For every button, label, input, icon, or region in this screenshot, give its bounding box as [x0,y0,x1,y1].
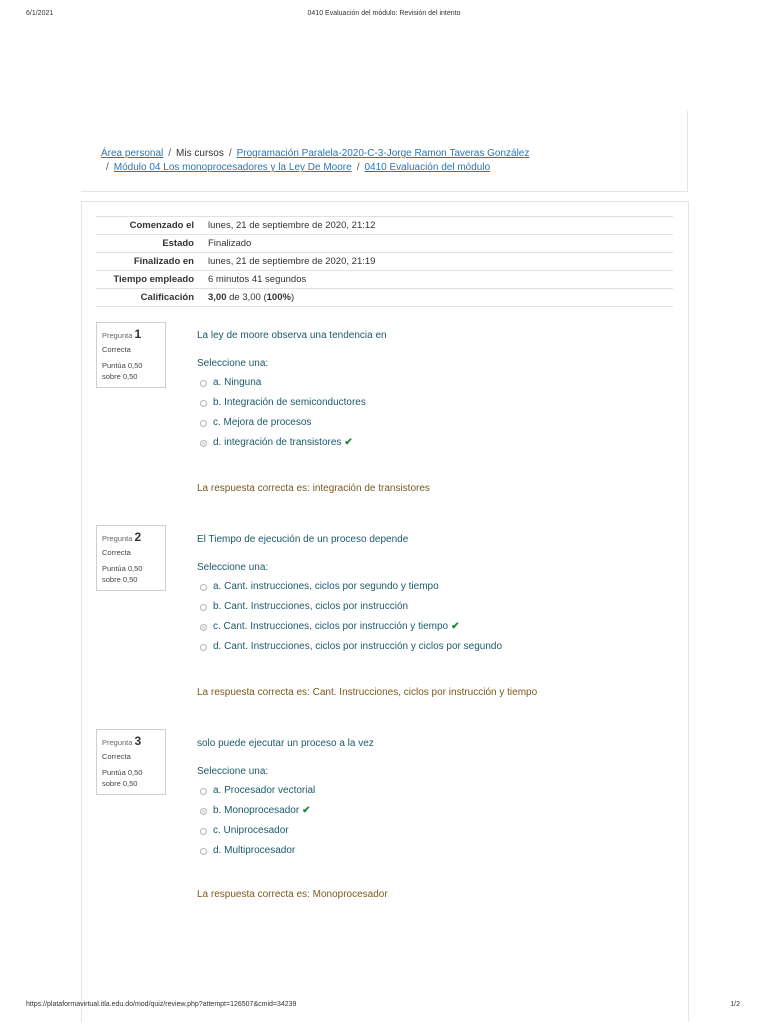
radio-button[interactable] [200,828,207,835]
question-number-value: 2 [134,530,142,544]
check-icon: ✔ [302,805,311,816]
summary-value-grade [204,289,673,307]
check-icon: ✔ [344,437,353,448]
option-label: d. Cant. Instrucciones, ciclos por instrucción y ciclos por segundo [213,641,503,652]
question-info-2 [96,525,166,591]
question-number [102,734,160,748]
question-grade: Puntúa 0,50 sobre 0,50 [102,361,143,381]
summary-row [96,217,673,235]
radio-button[interactable] [200,420,207,427]
print-url: https://plataformavirtual.itla.edu.do/mod/quiz/review.php?attempt=126507&cmid=34239 [26,1001,297,1008]
answer-option[interactable] [197,597,667,617]
option-label: c. Uniprocesador [213,825,289,836]
question-content-1 [197,330,667,494]
radio-button-checked[interactable] [200,624,207,631]
breadcrumb-separator: / [106,162,109,173]
print-header [0,10,768,22]
radio-button[interactable] [200,848,207,855]
summary-row [96,253,673,271]
answer-prompt: Seleccione una: [197,562,269,573]
answer-option[interactable] [197,637,667,657]
answer-option-selected[interactable] [197,617,667,637]
option-label: c. Mejora de procesos [213,417,312,428]
attempt-summary-table [96,216,673,307]
summary-label: Estado [162,238,194,249]
question-number-value: 1 [134,327,142,341]
summary-value: lunes, 21 de septiembre de 2020, 21:12 [208,220,376,231]
breadcrumb-separator: / [168,148,172,159]
answer-prompt: Seleccione una: [197,766,269,777]
right-answer-feedback: La respuesta correcta es: integración de transistores [197,483,430,494]
summary-row [96,289,673,307]
question-state: Correcta [102,345,131,354]
print-page-number: 1/2 [730,1001,740,1008]
question-info-1 [96,322,166,388]
question-state: Correcta [102,548,131,557]
right-answer-feedback: La respuesta correcta es: Cant. Instrucciones, ciclos por instrucción y tiempo [197,687,538,698]
radio-button[interactable] [200,400,207,407]
answer-option[interactable] [197,841,667,861]
question-text: solo puede ejecutar un proceso a la vez [197,738,374,749]
breadcrumb-card [81,111,688,192]
breadcrumb-separator: / [228,148,232,159]
summary-value: lunes, 21 de septiembre de 2020, 21:19 [208,256,376,267]
radio-button[interactable] [200,604,207,611]
question-text: El Tiempo de ejecución de un proceso depende [197,534,409,545]
check-icon: ✔ [451,621,460,632]
option-label: b. Integración de semiconductores [213,397,366,408]
summary-row [96,271,673,289]
option-label: a. Cant. instrucciones, ciclos por segundo y tiempo [213,581,439,592]
radio-button[interactable] [200,380,207,387]
quiz-review-card [81,201,689,1022]
print-date: 6/1/2021 [26,10,54,17]
answer-option[interactable] [197,393,667,413]
summary-label: Tiempo empleado [113,274,194,285]
question-info-3 [96,729,166,795]
question-label: Pregunta [102,331,133,340]
summary-value: Finalizado [208,238,252,249]
answer-options [197,373,667,453]
print-title: 0410 Evaluación del módulo: Revisión del intento [307,10,461,17]
breadcrumb-link-quiz[interactable]: 0410 Evaluación del módulo [364,162,491,173]
radio-button-checked[interactable] [200,440,207,447]
question-number [102,530,160,544]
breadcrumb-link-module[interactable]: Módulo 04 Los monoprocesadores y la Ley De Moore [113,162,352,173]
answer-options [197,577,667,657]
option-label: a. Procesador vectorial [213,785,316,796]
grade-close: ) [290,292,295,303]
summary-row [96,235,673,253]
option-label: b. Cant. Instrucciones, ciclos por instrucción [213,601,409,612]
question-grade: Puntúa 0,50 sobre 0,50 [102,564,143,584]
summary-value: 6 minutos 41 segundos [208,274,307,285]
question-number-value: 3 [134,734,142,748]
radio-button[interactable] [200,584,207,591]
radio-button-checked[interactable] [200,808,207,815]
question-state: Correcta [102,752,131,761]
summary-label: Comenzado el [129,220,194,231]
answer-option[interactable] [197,781,667,801]
summary-label: Calificación [140,292,194,303]
question-number [102,327,160,341]
question-text: La ley de moore observa una tendencia en [197,330,387,341]
grade-value: 3,00 [208,292,227,303]
option-label: c. Cant. Instrucciones, ciclos por instrucción y tiempo [213,621,449,632]
answer-option-selected[interactable] [197,801,667,821]
grade-of: de 3,00 ( [226,292,267,303]
option-label: d. integración de transistores [213,437,342,448]
breadcrumb-link-area-personal[interactable]: Área personal [101,148,164,159]
option-label: b. Monoprocesador [213,805,300,816]
question-content-2 [197,534,667,698]
answer-prompt: Seleccione una: [197,358,269,369]
breadcrumb-item-mis-cursos: Mis cursos [176,148,224,159]
answer-options [197,781,667,861]
summary-label: Finalizado en [133,256,194,267]
option-label: d. Multiprocesador [213,845,296,856]
answer-option-selected[interactable] [197,433,667,453]
right-answer-feedback: La respuesta correcta es: Monoprocesador [197,889,388,900]
option-label: a. Ninguna [213,377,262,388]
answer-option[interactable] [197,821,667,841]
question-label: Pregunta [102,738,133,747]
question-content-3 [197,738,667,900]
question-grade: Puntúa 0,50 sobre 0,50 [102,768,143,788]
radio-button[interactable] [200,788,207,795]
answer-option[interactable] [197,373,667,393]
breadcrumb-link-course[interactable]: Programación Paralela-2020-C-3-Jorge Ramon Taveras González [236,148,530,159]
breadcrumb-separator: / [356,162,360,173]
answer-option[interactable] [197,577,667,597]
answer-option[interactable] [197,413,667,433]
grade-percent: 100% [266,292,291,303]
breadcrumb [101,147,661,175]
question-label: Pregunta [102,534,133,543]
radio-button[interactable] [200,644,207,651]
